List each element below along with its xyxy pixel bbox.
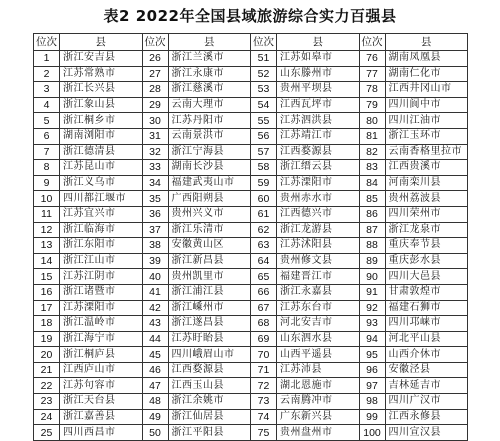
rank-cell: 1	[34, 51, 60, 67]
county-cell: 河南栾川县	[385, 175, 468, 191]
rank-cell: 49	[142, 409, 168, 425]
county-cell: 福建武夷山市	[168, 175, 251, 191]
rank-cell: 28	[142, 82, 168, 98]
rank-cell: 52	[251, 66, 277, 82]
rank-cell: 66	[251, 284, 277, 300]
county-cell: 河北平山县	[385, 331, 468, 347]
county-cell: 江西婺源县	[277, 144, 360, 160]
rank-cell: 6	[34, 128, 60, 144]
county-cell: 四川宣汉县	[385, 425, 468, 441]
county-cell: 浙江缙云县	[277, 160, 360, 176]
county-cell: 江西贵溪市	[385, 160, 468, 176]
table-row	[34, 269, 468, 285]
rank-cell: 93	[359, 316, 385, 332]
county-cell: 浙江龙泉市	[385, 222, 468, 238]
county-cell: 安徽黄山区	[168, 238, 251, 254]
county-cell: 湖北恩施市	[277, 378, 360, 394]
county-cell: 江苏泗洪县	[277, 113, 360, 129]
rank-cell: 65	[251, 269, 277, 285]
county-cell: 浙江临海市	[60, 222, 143, 238]
rank-cell: 23	[34, 394, 60, 410]
county-cell: 山西平遥县	[277, 347, 360, 363]
rank-cell: 62	[251, 222, 277, 238]
county-cell: 江苏丹阳市	[168, 113, 251, 129]
county-cell: 贵州荔波县	[385, 191, 468, 207]
rank-cell: 45	[142, 347, 168, 363]
county-cell: 四川都江堰市	[60, 191, 143, 207]
rank-cell: 50	[142, 425, 168, 441]
county-cell: 江西井冈山市	[385, 82, 468, 98]
county-cell: 浙江龙游县	[277, 222, 360, 238]
rank-cell: 58	[251, 160, 277, 176]
rank-cell: 12	[34, 222, 60, 238]
rank-cell: 36	[142, 206, 168, 222]
county-cell: 江苏溧阳市	[60, 300, 143, 316]
rank-cell: 95	[359, 347, 385, 363]
rank-cell: 8	[34, 160, 60, 176]
county-cell: 浙江温岭市	[60, 316, 143, 332]
table-row	[34, 144, 468, 160]
table-row	[34, 66, 468, 82]
county-cell: 浙江平阳县	[168, 425, 251, 441]
county-cell: 贵州凯里市	[168, 269, 251, 285]
rank-cell: 75	[251, 425, 277, 441]
table-row	[34, 425, 468, 441]
county-cell: 浙江诸暨市	[60, 284, 143, 300]
county-cell: 浙江长兴县	[60, 82, 143, 98]
county-cell: 江西德兴市	[277, 206, 360, 222]
rank-cell: 83	[359, 160, 385, 176]
rank-cell: 46	[142, 362, 168, 378]
county-cell: 江西婺源县	[168, 362, 251, 378]
county-cell: 浙江兰溪市	[168, 51, 251, 67]
rank-cell: 63	[251, 238, 277, 254]
rank-cell: 30	[142, 113, 168, 129]
rank-cell: 29	[142, 97, 168, 113]
county-cell: 四川江油市	[385, 113, 468, 129]
table-row	[34, 331, 468, 347]
rank-cell: 38	[142, 238, 168, 254]
header-rank: 位次	[251, 34, 277, 51]
rank-cell: 98	[359, 394, 385, 410]
county-cell: 湖南仁化市	[385, 66, 468, 82]
ranking-table	[33, 33, 468, 441]
rank-cell: 89	[359, 253, 385, 269]
rank-cell: 5	[34, 113, 60, 129]
table-row	[34, 378, 468, 394]
county-cell: 广西阳朔县	[168, 191, 251, 207]
table-row	[34, 128, 468, 144]
county-cell: 湖南浏阳市	[60, 128, 143, 144]
rank-cell: 85	[359, 191, 385, 207]
county-cell: 江苏句容市	[60, 378, 143, 394]
county-cell: 山东滕州市	[277, 66, 360, 82]
rank-cell: 67	[251, 300, 277, 316]
rank-cell: 33	[142, 160, 168, 176]
county-cell: 吉林延吉市	[385, 378, 468, 394]
table-row	[34, 394, 468, 410]
county-cell: 江西庐山市	[60, 362, 143, 378]
table-row	[34, 409, 468, 425]
county-cell: 浙江象山县	[60, 97, 143, 113]
county-cell: 重庆彭水县	[385, 253, 468, 269]
county-cell: 浙江玉环市	[385, 128, 468, 144]
rank-cell: 69	[251, 331, 277, 347]
rank-cell: 41	[142, 284, 168, 300]
rank-cell: 3	[34, 82, 60, 98]
county-cell: 浙江余姚市	[168, 394, 251, 410]
header-county: 县	[168, 34, 251, 51]
table-row	[34, 362, 468, 378]
county-cell: 浙江安吉县	[60, 51, 143, 67]
county-cell: 福建晋江市	[277, 269, 360, 285]
table-row	[34, 191, 468, 207]
county-cell: 浙江乐清市	[168, 222, 251, 238]
rank-cell: 88	[359, 238, 385, 254]
county-cell: 江苏常熟市	[60, 66, 143, 82]
rank-cell: 81	[359, 128, 385, 144]
rank-cell: 90	[359, 269, 385, 285]
rank-cell: 57	[251, 144, 277, 160]
rank-cell: 77	[359, 66, 385, 82]
rank-cell: 61	[251, 206, 277, 222]
table-row	[34, 238, 468, 254]
county-cell: 四川峨眉山市	[168, 347, 251, 363]
rank-cell: 60	[251, 191, 277, 207]
rank-cell: 13	[34, 238, 60, 254]
county-cell: 山东泗水县	[277, 331, 360, 347]
rank-cell: 56	[251, 128, 277, 144]
rank-cell: 22	[34, 378, 60, 394]
table-header-row	[34, 34, 468, 51]
header-county: 县	[277, 34, 360, 51]
rank-cell: 97	[359, 378, 385, 394]
county-cell: 浙江永康市	[168, 66, 251, 82]
rank-cell: 91	[359, 284, 385, 300]
rank-cell: 64	[251, 253, 277, 269]
rank-cell: 25	[34, 425, 60, 441]
county-cell: 云南景洪市	[168, 128, 251, 144]
rank-cell: 96	[359, 362, 385, 378]
rank-cell: 94	[359, 331, 385, 347]
county-cell: 浙江海宁市	[60, 331, 143, 347]
rank-cell: 92	[359, 300, 385, 316]
rank-cell: 71	[251, 362, 277, 378]
rank-cell: 68	[251, 316, 277, 332]
county-cell: 浙江遂昌县	[168, 316, 251, 332]
rank-cell: 42	[142, 300, 168, 316]
table-row	[34, 316, 468, 332]
rank-cell: 43	[142, 316, 168, 332]
county-cell: 江西玉山县	[168, 378, 251, 394]
county-cell: 浙江仙居县	[168, 409, 251, 425]
rank-cell: 76	[359, 51, 385, 67]
rank-cell: 54	[251, 97, 277, 113]
county-cell: 江西永修县	[385, 409, 468, 425]
header-rank: 位次	[34, 34, 60, 51]
rank-cell: 99	[359, 409, 385, 425]
county-cell: 江苏东台市	[277, 300, 360, 316]
table-body	[34, 51, 468, 441]
county-cell: 云南大理市	[168, 97, 251, 113]
county-cell: 甘肃敦煌市	[385, 284, 468, 300]
table-row	[34, 284, 468, 300]
rank-cell: 84	[359, 175, 385, 191]
county-cell: 湖南长沙县	[168, 160, 251, 176]
rank-cell: 4	[34, 97, 60, 113]
county-cell: 广东新兴县	[277, 409, 360, 425]
table-row	[34, 97, 468, 113]
county-cell: 四川邛崃市	[385, 316, 468, 332]
rank-cell: 86	[359, 206, 385, 222]
rank-cell: 79	[359, 97, 385, 113]
county-cell: 江西瓦坪市	[277, 97, 360, 113]
county-cell: 四川阆中市	[385, 97, 468, 113]
county-cell: 浙江天台县	[60, 394, 143, 410]
table-title: 表2 2022年全国县域旅游综合实力百强县	[103, 7, 397, 25]
rank-cell: 35	[142, 191, 168, 207]
county-cell: 福建石狮市	[385, 300, 468, 316]
rank-cell: 20	[34, 347, 60, 363]
county-cell: 贵州盘州市	[277, 425, 360, 441]
table-row	[34, 222, 468, 238]
rank-cell: 10	[34, 191, 60, 207]
rank-cell: 14	[34, 253, 60, 269]
county-cell: 贵州赤水市	[277, 191, 360, 207]
header-rank: 位次	[142, 34, 168, 51]
rank-cell: 2	[34, 66, 60, 82]
rank-cell: 16	[34, 284, 60, 300]
county-cell: 浙江慈溪市	[168, 82, 251, 98]
county-cell: 浙江永嘉县	[277, 284, 360, 300]
table-row	[34, 51, 468, 67]
rank-cell: 18	[34, 316, 60, 332]
rank-cell: 55	[251, 113, 277, 129]
county-cell: 云南香格里拉市	[385, 144, 468, 160]
county-cell: 浙江江山市	[60, 253, 143, 269]
table-row	[34, 206, 468, 222]
county-cell: 安徽泾县	[385, 362, 468, 378]
county-cell: 湖南凤凰县	[385, 51, 468, 67]
rank-cell: 44	[142, 331, 168, 347]
rank-cell: 39	[142, 253, 168, 269]
county-cell: 浙江桐庐县	[60, 347, 143, 363]
county-cell: 浙江东阳市	[60, 238, 143, 254]
header-county: 县	[385, 34, 468, 51]
header-rank: 位次	[359, 34, 385, 51]
county-cell: 贵州修文县	[277, 253, 360, 269]
county-cell: 贵州兴义市	[168, 206, 251, 222]
rank-cell: 19	[34, 331, 60, 347]
rank-cell: 7	[34, 144, 60, 160]
rank-cell: 37	[142, 222, 168, 238]
county-cell: 浙江义乌市	[60, 175, 143, 191]
rank-cell: 82	[359, 144, 385, 160]
county-cell: 浙江桐乡市	[60, 113, 143, 129]
county-cell: 江苏沛县	[277, 362, 360, 378]
county-cell: 贵州平坝县	[277, 82, 360, 98]
county-cell: 浙江新昌县	[168, 253, 251, 269]
rank-cell: 27	[142, 66, 168, 82]
county-cell: 江苏宜兴市	[60, 206, 143, 222]
county-cell: 浙江德清县	[60, 144, 143, 160]
rank-cell: 51	[251, 51, 277, 67]
county-cell: 重庆奉节县	[385, 238, 468, 254]
county-cell: 江苏江阴市	[60, 269, 143, 285]
table-row	[34, 175, 468, 191]
county-cell: 四川大邑县	[385, 269, 468, 285]
rank-cell: 59	[251, 175, 277, 191]
county-cell: 江苏昆山市	[60, 160, 143, 176]
rank-cell: 87	[359, 222, 385, 238]
county-cell: 四川西昌市	[60, 425, 143, 441]
county-cell: 江苏如皋市	[277, 51, 360, 67]
rank-cell: 72	[251, 378, 277, 394]
rank-cell: 53	[251, 82, 277, 98]
rank-cell: 34	[142, 175, 168, 191]
county-cell: 河北安吉市	[277, 316, 360, 332]
header-county: 县	[60, 34, 143, 51]
rank-cell: 32	[142, 144, 168, 160]
rank-cell: 26	[142, 51, 168, 67]
rank-cell: 80	[359, 113, 385, 129]
rank-cell: 15	[34, 269, 60, 285]
county-cell: 江苏靖江市	[277, 128, 360, 144]
county-cell: 江苏沭阳县	[277, 238, 360, 254]
county-cell: 四川广汉市	[385, 394, 468, 410]
rank-cell: 100	[359, 425, 385, 441]
county-cell: 江苏溧阳市	[277, 175, 360, 191]
table-row	[34, 300, 468, 316]
rank-cell: 40	[142, 269, 168, 285]
county-cell: 浙江嘉善县	[60, 409, 143, 425]
rank-cell: 9	[34, 175, 60, 191]
table-row	[34, 347, 468, 363]
county-cell: 山西介休市	[385, 347, 468, 363]
rank-cell: 73	[251, 394, 277, 410]
county-cell: 浙江宁海县	[168, 144, 251, 160]
rank-cell: 17	[34, 300, 60, 316]
rank-cell: 78	[359, 82, 385, 98]
rank-cell: 70	[251, 347, 277, 363]
table-row	[34, 160, 468, 176]
county-cell: 浙江嵊州市	[168, 300, 251, 316]
rank-cell: 31	[142, 128, 168, 144]
rank-cell: 11	[34, 206, 60, 222]
table-row	[34, 253, 468, 269]
rank-cell: 47	[142, 378, 168, 394]
county-cell: 四川荣州市	[385, 206, 468, 222]
rank-cell: 74	[251, 409, 277, 425]
rank-cell: 21	[34, 362, 60, 378]
county-cell: 云南腾冲市	[277, 394, 360, 410]
county-cell: 江苏盱眙县	[168, 331, 251, 347]
rank-cell: 48	[142, 394, 168, 410]
table-row	[34, 113, 468, 129]
county-cell: 浙江浦江县	[168, 284, 251, 300]
rank-cell: 24	[34, 409, 60, 425]
table-row	[34, 82, 468, 98]
